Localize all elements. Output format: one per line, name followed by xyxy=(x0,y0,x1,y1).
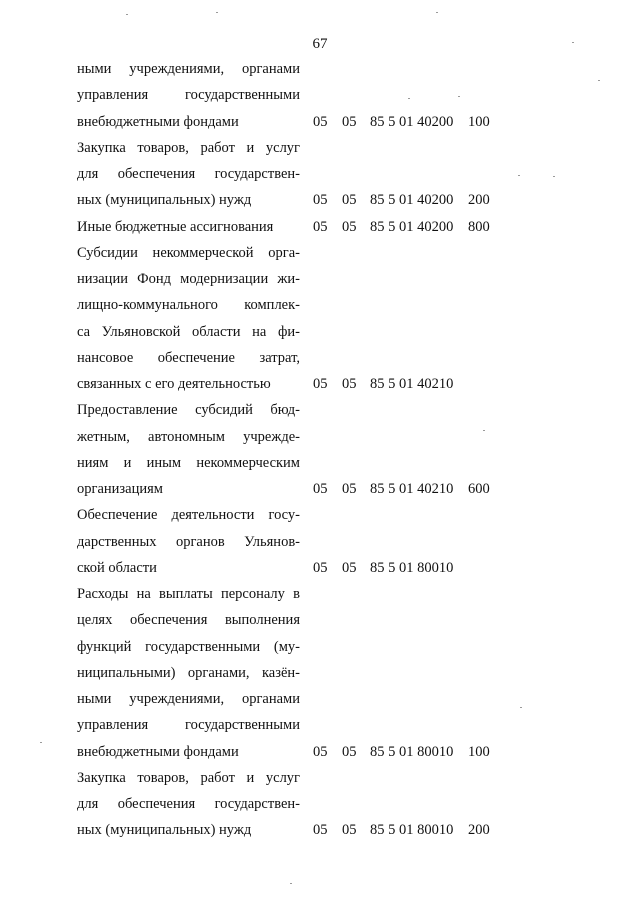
row-description: внебюджетными фондами xyxy=(77,743,239,760)
subsection-code: 05 xyxy=(342,743,357,760)
row-description: ными учреждениями, органами xyxy=(77,61,300,77)
scan-speck xyxy=(40,742,42,743)
expense-type-code: 200 xyxy=(468,192,490,209)
row-description: ных (муниципальных) нужд xyxy=(77,192,252,209)
row-description: Субсидии некоммерческой орга- xyxy=(77,244,300,261)
target-article-code: 85 5 01 40210 xyxy=(370,376,454,392)
row-description: функций государственными (му- xyxy=(77,638,300,655)
scan-speck xyxy=(408,98,410,99)
subsection-code: 05 xyxy=(342,822,357,839)
section-code: 05 xyxy=(313,822,328,839)
expense-type-code: 100 xyxy=(468,113,490,130)
section-code: 05 xyxy=(313,559,328,576)
scan-speck xyxy=(518,175,520,176)
expense-type-code: 100 xyxy=(468,743,490,760)
row-description: ных (муниципальных) нужд xyxy=(77,822,252,839)
scan-speck xyxy=(598,80,600,81)
row-description: управления государственными xyxy=(77,87,300,104)
section-code: 05 xyxy=(313,481,328,497)
section-code: 05 xyxy=(313,376,328,392)
row-description: Обеспечение деятельности госу- xyxy=(77,507,300,524)
target-article-code: 85 5 01 40210 xyxy=(370,481,454,497)
row-description: управления государственными xyxy=(77,717,300,734)
row-description: жетным, автономным учрежде- xyxy=(77,428,300,445)
row-description: Закупка товаров, работ и услуг xyxy=(77,139,300,156)
subsection-code: 05 xyxy=(342,481,357,497)
section-code: 05 xyxy=(313,218,328,235)
scan-speck xyxy=(458,96,460,97)
row-description: лищно-коммунального комплек- xyxy=(77,297,300,314)
subsection-code: 05 xyxy=(342,192,357,209)
section-code: 05 xyxy=(313,743,328,760)
scan-speck xyxy=(290,883,292,884)
target-article-code: 85 5 01 40200 xyxy=(370,218,454,235)
section-code: 05 xyxy=(313,113,328,130)
scan-speck xyxy=(126,14,128,15)
row-description: связанных с его деятельностью xyxy=(77,376,271,392)
row-description: ными учреждениями, органами xyxy=(77,691,300,707)
scan-speck xyxy=(436,12,438,13)
expense-type-code: 800 xyxy=(468,218,490,235)
page-number: 67 xyxy=(312,36,328,52)
row-description: ской области xyxy=(77,559,157,576)
target-article-code: 85 5 01 40200 xyxy=(370,113,454,130)
row-description: дарственных органов Ульянов- xyxy=(77,533,300,550)
subsection-code: 05 xyxy=(342,376,357,392)
section-code: 05 xyxy=(313,192,328,209)
row-description: Закупка товаров, работ и услуг xyxy=(77,769,300,786)
row-description: са Ульяновской области на фи- xyxy=(77,323,300,340)
subsection-code: 05 xyxy=(342,559,357,576)
row-description: Предоставление субсидий бюд- xyxy=(77,402,300,419)
expense-type-code: 200 xyxy=(468,822,490,839)
target-article-code: 85 5 01 80010 xyxy=(370,743,454,760)
row-description: организациям xyxy=(77,481,163,497)
scan-speck xyxy=(216,12,218,13)
row-description: ниципальными) органами, казён- xyxy=(77,664,300,681)
scan-speck xyxy=(520,707,522,708)
row-description: нансовое обеспечение затрат, xyxy=(77,349,300,366)
target-article-code: 85 5 01 80010 xyxy=(370,822,454,839)
scan-speck xyxy=(483,430,485,431)
row-description: ниям и иным некоммерческим xyxy=(77,454,300,471)
expense-type-code: 600 xyxy=(468,481,490,497)
row-description: низации Фонд модернизации жи- xyxy=(77,271,300,287)
subsection-code: 05 xyxy=(342,113,357,130)
target-article-code: 85 5 01 80010 xyxy=(370,559,454,576)
row-description: Иные бюджетные ассигнования xyxy=(77,218,274,235)
row-description: для обеспечения государствен- xyxy=(77,796,300,812)
row-description: Расходы на выплаты персоналу в xyxy=(77,586,300,602)
scan-speck xyxy=(553,176,555,177)
row-description: для обеспечения государствен- xyxy=(77,166,300,182)
subsection-code: 05 xyxy=(342,218,357,235)
row-description: целях обеспечения выполнения xyxy=(77,612,300,629)
target-article-code: 85 5 01 40200 xyxy=(370,192,454,209)
scan-speck xyxy=(572,42,574,43)
row-description: внебюджетными фондами xyxy=(77,113,239,130)
